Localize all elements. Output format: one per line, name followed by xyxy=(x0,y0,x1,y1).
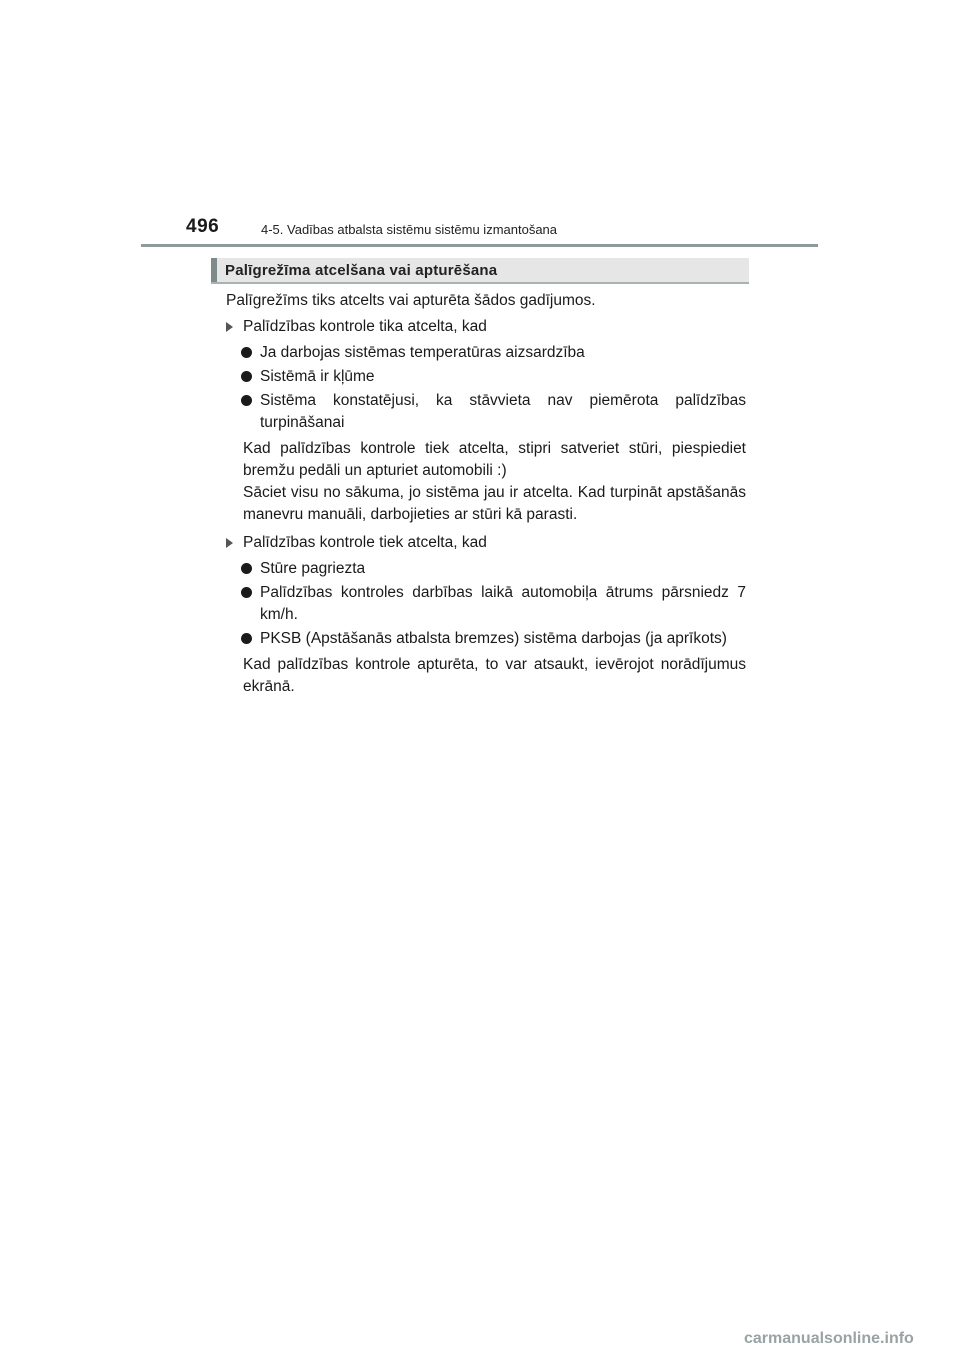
group-heading-text: Palīdzības kontrole tiek atcelta, kad xyxy=(243,534,487,551)
list-item-text: Stūre pagriezta xyxy=(260,560,366,577)
bullet-icon xyxy=(241,347,252,358)
bullet-icon xyxy=(241,563,252,574)
list-item xyxy=(226,366,746,388)
list-item-text: Sistēmā ir kļūme xyxy=(260,368,375,385)
list-item-text: Ja darbojas sistēmas temperatūras aizsardzība xyxy=(260,344,585,361)
group-2 xyxy=(226,532,746,698)
group-note: Kad palīdzības kontrole apturēta, to var atsaukt, ievērojot norādījumus ekrānā. xyxy=(243,656,746,695)
list-item xyxy=(226,390,746,434)
group-1 xyxy=(226,316,746,526)
list-item xyxy=(226,582,746,626)
list-item-text: Palīdzības kontroles darbības laikā automobiļa ātrums pārsniedz 7 km/h. xyxy=(260,584,746,623)
watermark: carmanualsonline.info xyxy=(744,1330,914,1347)
bullet-icon xyxy=(241,395,252,406)
bullet-icon xyxy=(241,633,252,644)
triangle-icon xyxy=(226,538,233,548)
page-number: 496 xyxy=(186,216,220,237)
group-heading-text: Palīdzības kontrole tika atcelta, kad xyxy=(243,318,487,335)
list-item xyxy=(226,558,746,580)
group-note: Kad palīdzības kontrole tiek atcelta, stipri satveriet stūri, piespiediet bremžu pedāli un apturiet automobili :) Sāciet visu no sākuma, jo sistēma jau ir atcelta. Kad turpināt apstāšanās manevru manuāli, darbojieties ar stūri kā parasti. xyxy=(243,440,746,523)
list-item xyxy=(226,342,746,364)
section-title: Palīgrežīma atcelšana vai apturēšana xyxy=(225,262,498,279)
group-heading xyxy=(226,532,746,554)
triangle-icon xyxy=(226,322,233,332)
header-rule xyxy=(141,244,818,247)
intro-text: Palīgrežīms tiks atcelts vai apturēta šādos gadījumos. xyxy=(226,292,596,309)
section-header-bar xyxy=(211,258,217,282)
group-heading xyxy=(226,316,746,338)
list-item-text: PKSB (Apstāšanās atbalsta bremzes) sistēma darbojas (ja aprīkots) xyxy=(260,630,727,647)
bullet-icon xyxy=(241,587,252,598)
chapter-title: 4-5. Vadības atbalsta sistēmu sistēmu izmantošana xyxy=(261,222,558,237)
section-header xyxy=(211,258,749,284)
list-item xyxy=(226,628,746,650)
section-content xyxy=(226,290,746,704)
list-item-text: Sistēma konstatējusi, ka stāvvieta nav piemērota palīdzības turpināšanai xyxy=(260,392,746,431)
bullet-icon xyxy=(241,371,252,382)
